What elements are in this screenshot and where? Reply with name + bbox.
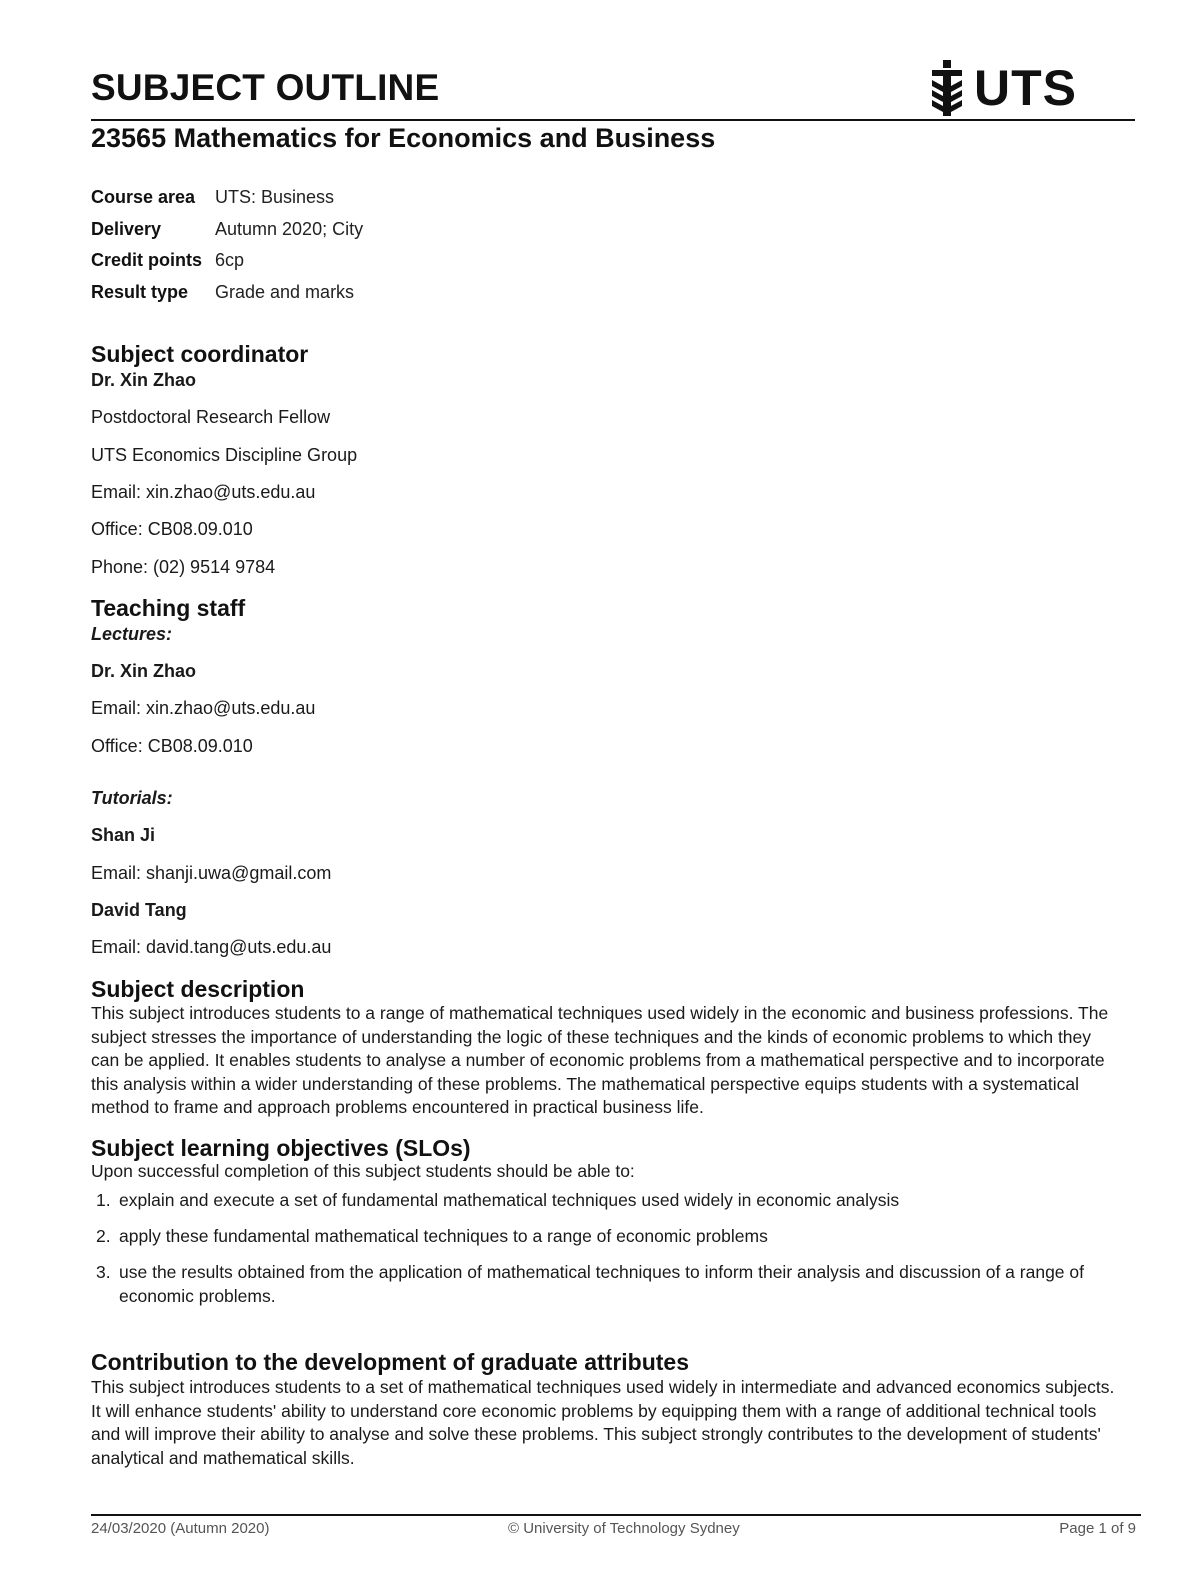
lectures-label: Lectures: — [91, 624, 173, 644]
footer-divider — [91, 1514, 1141, 1516]
list-item-text: apply these fundamental mathematical techniques to a range of economic problems — [119, 1226, 768, 1246]
tutor-email: Email: david.tang@uts.edu.au — [91, 937, 332, 957]
list-item-number: 2. — [96, 1226, 111, 1246]
header-divider — [91, 119, 1135, 121]
uts-crest-icon — [928, 58, 966, 118]
tutor-name: Shan Ji — [91, 825, 156, 845]
teaching-staff-heading: Teaching staff — [91, 595, 246, 621]
tutor-email: Email: shanji.uwa@gmail.com — [91, 863, 332, 883]
objectives-intro: Upon successful completion of this subject students should be able to: — [91, 1161, 635, 1181]
coordinator-phone: Phone: (02) 9514 9784 — [91, 557, 276, 577]
info-label: Delivery — [91, 218, 162, 239]
list-item-text: explain and execute a set of fundamental mathematical techniques used widely in economic analysis — [119, 1190, 900, 1210]
lecturer-office: Office: CB08.09.010 — [91, 736, 253, 756]
attributes-text: This subject introduces students to a set of mathematical techniques used widely in intermediate and advanced economics subjects. It will enhance students' ability to understand core economic problems by equipping them with a range of additional technical tools and will improve their ability to analyse and solve these problems. This subject strongly contributes to the development of students' analytical and mathematical skills. — [91, 1377, 1115, 1468]
lecturer-email: Email: xin.zhao@uts.edu.au — [91, 698, 316, 718]
footer-date: 24/03/2020 (Autumn 2020) — [91, 1520, 270, 1537]
info-value: UTS: Business — [215, 187, 335, 208]
coordinator-group: UTS Economics Discipline Group — [91, 445, 358, 465]
document-title: SUBJECT OUTLINE — [91, 67, 440, 108]
subject-title: 23565 Mathematics for Economics and Business — [91, 123, 716, 153]
info-value: Grade and marks — [215, 281, 355, 302]
list-item — [91, 1224, 1121, 1248]
info-label: Credit points — [91, 250, 202, 271]
list-item-number: 1. — [96, 1190, 111, 1210]
logo-text: UTS — [974, 60, 1077, 116]
objectives-list — [91, 1188, 1121, 1320]
coordinator-email: Email: xin.zhao@uts.edu.au — [91, 482, 316, 502]
info-value: 6cp — [215, 250, 245, 271]
info-row — [91, 214, 363, 246]
lecturer-name: Dr. Xin Zhao — [91, 661, 197, 681]
attributes-heading: Contribution to the development of graduate attributes — [91, 1349, 689, 1375]
list-item-number: 3. — [96, 1262, 111, 1282]
list-item-text: use the results obtained from the application of mathematical techniques to inform their analysis and discussion of a range of economic problems. — [119, 1262, 1084, 1306]
tutorials-label: Tutorials: — [91, 788, 173, 808]
coordinator-heading: Subject coordinator — [91, 341, 309, 367]
coordinator-role: Postdoctoral Research Fellow — [91, 407, 331, 427]
coordinator-name: Dr. Xin Zhao — [91, 370, 197, 390]
info-row — [91, 182, 363, 214]
footer-copyright: © University of Technology Sydney — [508, 1520, 740, 1537]
info-label: Result type — [91, 281, 189, 302]
coordinator-office: Office: CB08.09.010 — [91, 519, 253, 539]
description-text: This subject introduces students to a range of mathematical techniques used widely in the economic and business professions. The subject stresses the importance of understanding the logic of these techniques and the kinds of economic problems to which they can be applied. It enables students to analyse a number of economic problems from a mathematical perspective and to incorporate this analysis within a wider understanding of these problems. The mathematical perspective equips students with a systematical method to frame and approach problems encountered in practical business life. — [91, 1003, 1109, 1118]
subject-info-table — [91, 182, 363, 308]
list-item — [91, 1188, 1121, 1212]
footer-page-number: Page 1 of 9 — [1059, 1520, 1136, 1537]
objectives-heading: Subject learning objectives (SLOs) — [91, 1135, 471, 1161]
tutor-name: David Tang — [91, 900, 187, 920]
info-row — [91, 277, 363, 309]
uts-logo — [928, 58, 1084, 118]
list-item — [91, 1260, 1121, 1308]
description-heading: Subject description — [91, 976, 305, 1002]
info-row — [91, 245, 363, 277]
info-value: Autumn 2020; City — [215, 218, 364, 239]
info-label: Course area — [91, 187, 196, 208]
